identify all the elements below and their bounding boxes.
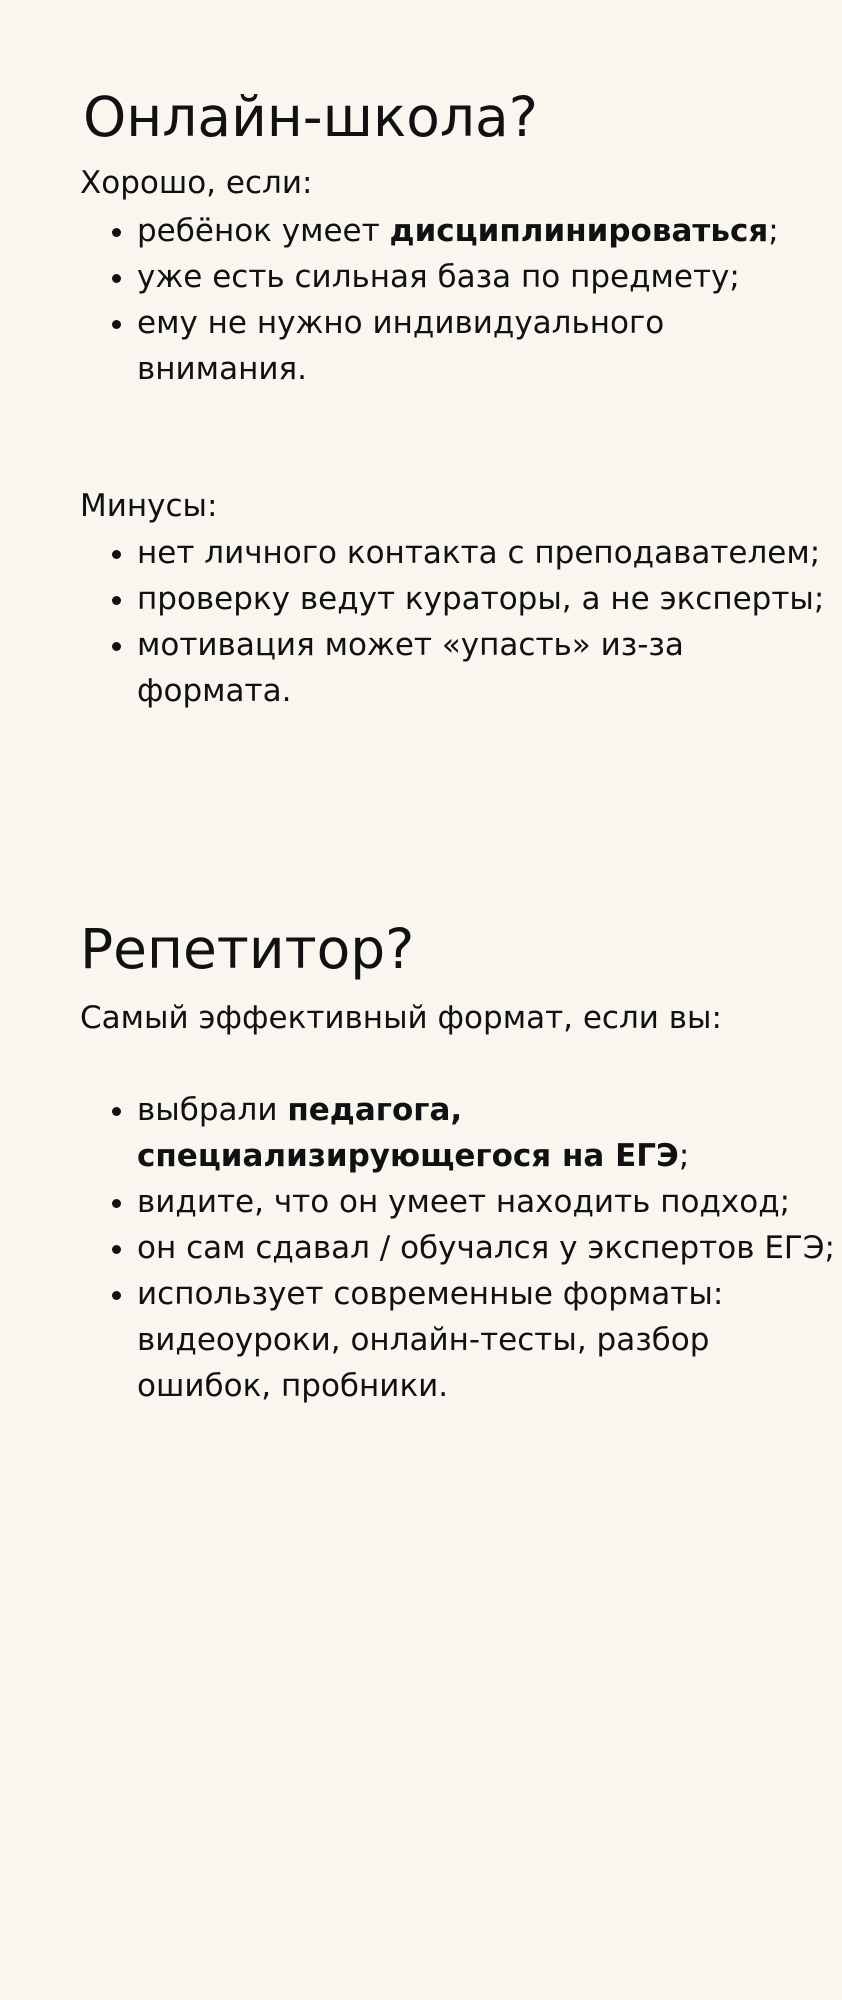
online-school-cons-label: Минусы: xyxy=(80,488,218,524)
list-item: • ему не нужно индивидуального внимания. xyxy=(137,300,837,392)
list-item: • уже есть сильная база по предмету; xyxy=(137,254,837,300)
list-item: • ребёнок умеет дисциплинироваться; xyxy=(137,208,837,254)
tutor-intro: Самый эффективный формат, если вы: xyxy=(80,1000,722,1036)
tutor-title: Репетитор? xyxy=(80,917,415,981)
list-item: • использует современные форматы: видеоуроки, онлайн-тесты, разбор ошибок, пробники. xyxy=(137,1271,837,1409)
list-item: • нет личного контакта с преподавателем; xyxy=(137,530,837,576)
list-item: • выбрали педагога, специализирующегося на ЕГЭ; xyxy=(137,1087,837,1179)
online-school-good-if-label: Хорошо, если: xyxy=(80,165,313,201)
tutor-criteria-list xyxy=(80,1087,837,1409)
list-item: • проверку ведут кураторы, а не эксперты; xyxy=(137,576,837,622)
online-school-pros-list xyxy=(80,208,837,392)
list-item: • он сам сдавал / обучался у экспертов ЕГЭ; xyxy=(137,1225,837,1271)
online-school-cons-list xyxy=(80,530,837,714)
list-item: • видите, что он умеет находить подход; xyxy=(137,1179,837,1225)
list-item: • мотивация может «упасть» из-за формата. xyxy=(137,622,837,714)
online-school-title: Онлайн-школа? xyxy=(83,85,538,149)
